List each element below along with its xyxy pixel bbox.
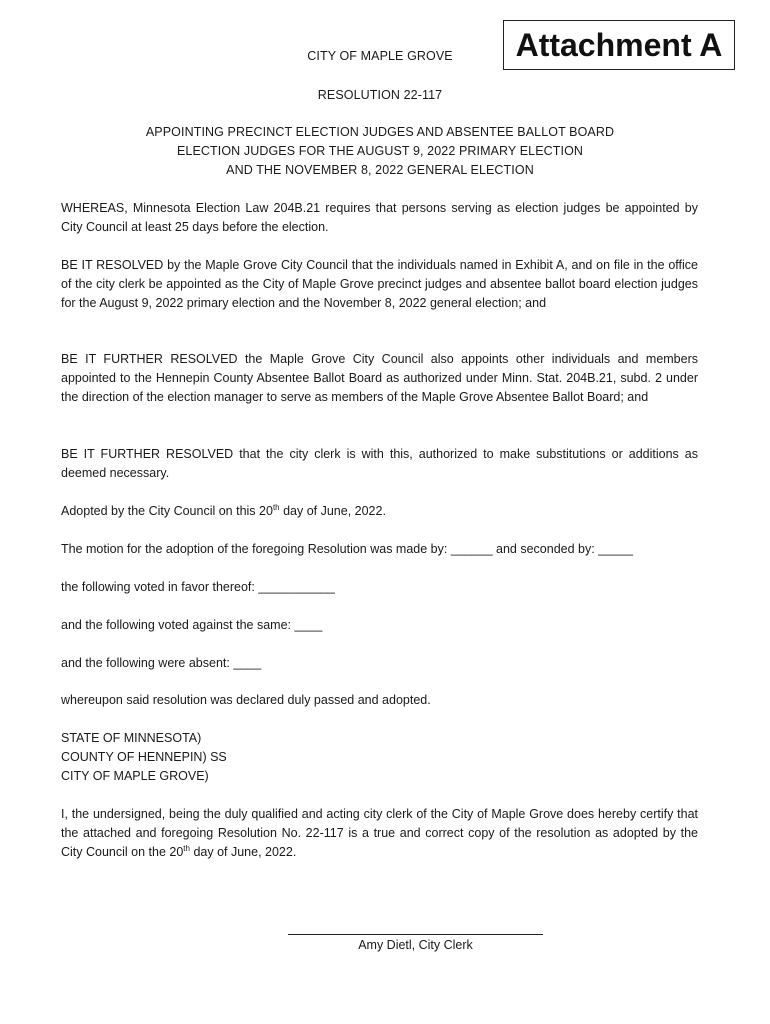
ordinal-suffix: th	[272, 502, 280, 512]
whereas-paragraph: WHEREAS, Minnesota Election Law 204B.21 requires that persons serving as election judges be appointed by City Council at least 25 days before the election.	[61, 201, 698, 234]
state-line: STATE OF MINNESOTA)	[61, 731, 202, 745]
passed-statement: whereupon said resolution was declared duly passed and adopted.	[61, 693, 431, 707]
title-line: APPOINTING PRECINCT ELECTION JUDGES AND ABSENTEE BALLOT BOARD	[145, 125, 615, 139]
adopted-text-end: day of June, 2022.	[279, 504, 386, 518]
further-resolved-paragraph: BE IT FURTHER RESOLVED the Maple Grove City Council also appoints other individuals and members appointed to the Hennepin County Absentee Ballot Board as authorized under Minn. Stat. 204B.21, subd. 2 under the direction of the election manager to serve as members of the Maple Grove Absentee Ballot Board; and	[61, 352, 698, 404]
voted-against-line: and the following voted against the same: ____	[61, 618, 323, 632]
resolution-number: RESOLUTION 22-117	[317, 88, 443, 102]
title-line: ELECTION JUDGES FOR THE AUGUST 9, 2022 PRIMARY ELECTION	[176, 144, 584, 158]
attachment-label: Attachment A	[503, 20, 735, 70]
title-line: AND THE NOVEMBER 8, 2022 GENERAL ELECTION	[226, 163, 534, 177]
adopted-text: Adopted by the City Council on this 20	[61, 504, 273, 518]
motion-line: The motion for the adoption of the foregoing Resolution was made by: ______ and seconded by: _____	[61, 542, 633, 556]
certify-text-end: day of June, 2022.	[189, 845, 297, 859]
certification-paragraph	[61, 805, 698, 862]
city-heading: CITY OF MAPLE GROVE	[307, 49, 453, 63]
state-county-block	[61, 729, 698, 786]
ordinal-suffix: th	[183, 843, 190, 853]
voted-favor-line: the following voted in favor thereof: ___________	[61, 580, 335, 594]
county-line: COUNTY OF HENNEPIN) SS	[61, 750, 227, 764]
signatory-name: Amy Dietl, City Clerk	[358, 938, 473, 952]
adopted-date-paragraph	[61, 502, 698, 521]
certify-text: I, the undersigned, being the duly qualified and acting city clerk of the City of Maple Grove does hereby certify that the attached and foregoing Resolution No. 22-117 is a true and correct copy of the resolution as adopted by the City Council on the 20	[61, 807, 698, 859]
resolution-title	[0, 123, 760, 180]
further-resolved-clerk-paragraph: BE IT FURTHER RESOLVED that the city clerk is with this, authorized to make substitutions or additions as deemed necessary.	[61, 447, 698, 480]
city-line: CITY OF MAPLE GROVE)	[61, 769, 209, 783]
resolved-paragraph: BE IT RESOLVED by the Maple Grove City Council that the individuals named in Exhibit A, and on file in the office of the city clerk be appointed as the City of Maple Grove precinct judges and absentee ballot board election judges for the August 9, 2022 primary election and the November 8, 2022 general election; and	[61, 258, 698, 310]
signature-line	[288, 934, 543, 935]
absent-line: and the following were absent: ____	[61, 656, 262, 670]
